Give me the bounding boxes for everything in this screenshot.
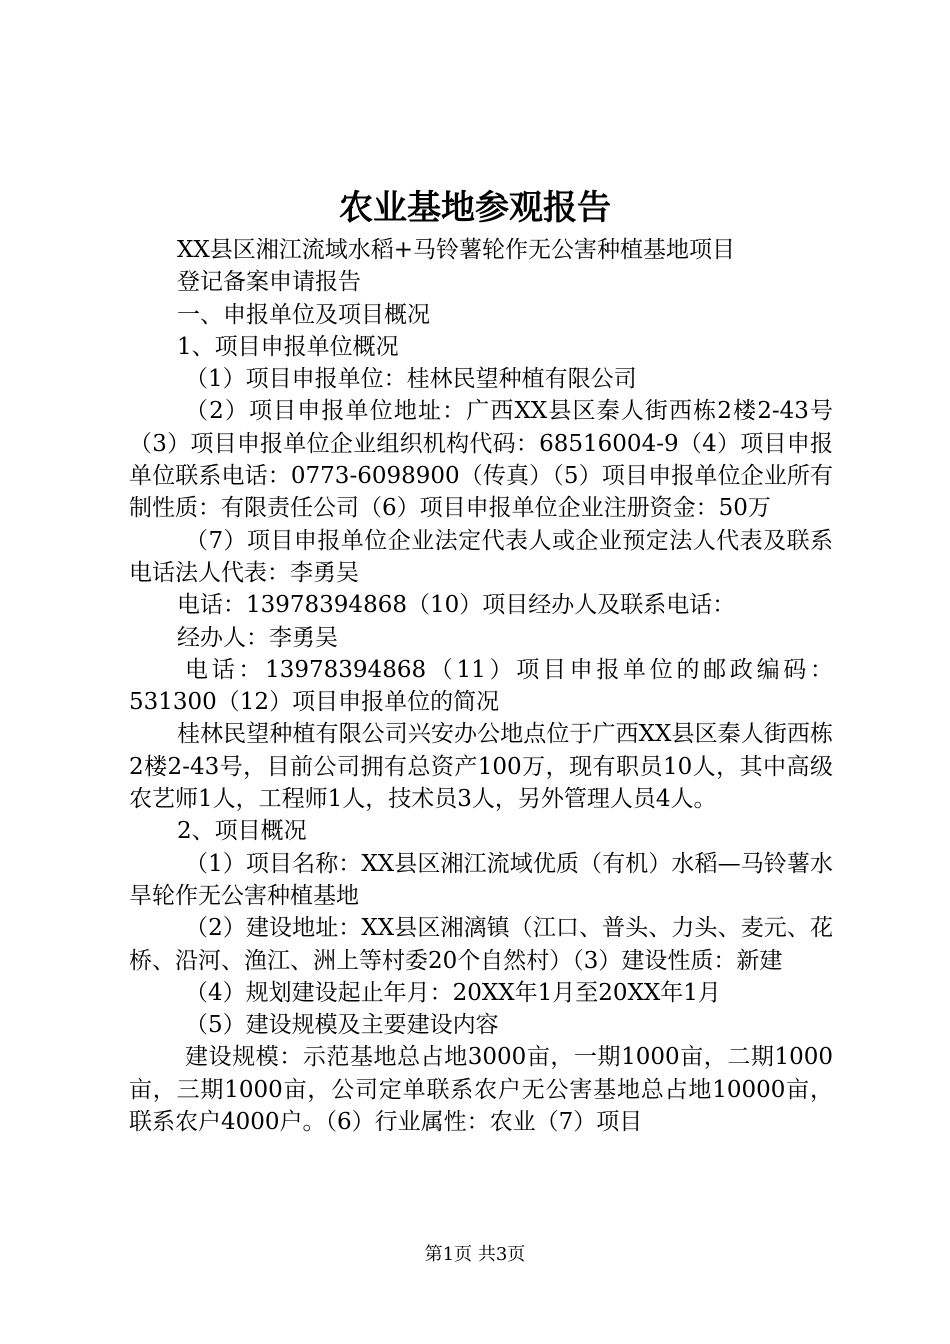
paragraph: 电话：13978394868（11）项目申报单位的邮政编码：531300（12）项目申报单位的简况: [129, 656, 833, 716]
paragraph: 建设规模：示范基地总占地3000亩，一期1000亩，二期1000亩，三期1000亩，公司定单联系农户无公害基地总占地10000亩，联系农户4000户。（6）行业属性：农业（7）项目: [129, 1044, 833, 1136]
paragraph: （1）项目申报单位：桂林民望种植有限公司: [185, 366, 637, 393]
paragraph: （2）建设地址：XX县区湘漓镇（江口、普头、力头、麦元、花桥、沿河、渔江、洲上等村委20个自然村）（3）建设性质：新建: [129, 915, 833, 974]
paragraph: （4）规划建设起止年月：20XX年1月至20XX年1月: [185, 979, 721, 1006]
paragraph: 1、项目申报单位概况: [177, 333, 399, 360]
paragraph: （7）项目申报单位企业法定代表人或企业预定法人代表及联系电话法人代表：李勇吴: [129, 527, 833, 586]
paragraph: 2、项目概况: [177, 818, 307, 845]
paragraph: 桂林民望种植有限公司兴安办公地点位于广西XX县区秦人街西栋2楼2-43号，目前公司拥有总资产100万，现有职员10人，其中高级农艺师1人，工程师1人，技术员3人，另外管理人员4人。: [129, 721, 833, 813]
paragraph: （2）项目申报单位地址：广西XX县区秦人街西栋2楼2-43号（3）项目申报单位企业组织机构代码：68516004-9（4）项目申报单位联系电话：0773-6098900（传真）（5）项目申报单位企业所有制性质：有限责任公司（6）项目申报单位企业注册资金：50万: [129, 398, 833, 522]
paragraph: XX县区湘江流域水稻+马铃薯轮作无公害种植基地项目: [177, 237, 736, 263]
paragraph: （5）建设规模及主要建设内容: [185, 1012, 499, 1039]
document-title: 农业基地参观报告: [339, 188, 611, 228]
page-footer: 第1页 共3页: [424, 1244, 526, 1265]
paragraph: 一、申报单位及项目概况: [177, 301, 430, 328]
paragraph: （1）项目名称：XX县区湘江流域优质（有机）水稻—马铃薯水旱轮作无公害种植基地: [129, 850, 833, 909]
paragraph: 经办人：李勇吴: [177, 624, 338, 651]
document-body: [129, 234, 833, 1138]
paragraph: 登记备案申请报告: [177, 269, 361, 296]
paragraph: 电话：13978394868（10）项目经办人及联系电话：: [177, 592, 736, 619]
